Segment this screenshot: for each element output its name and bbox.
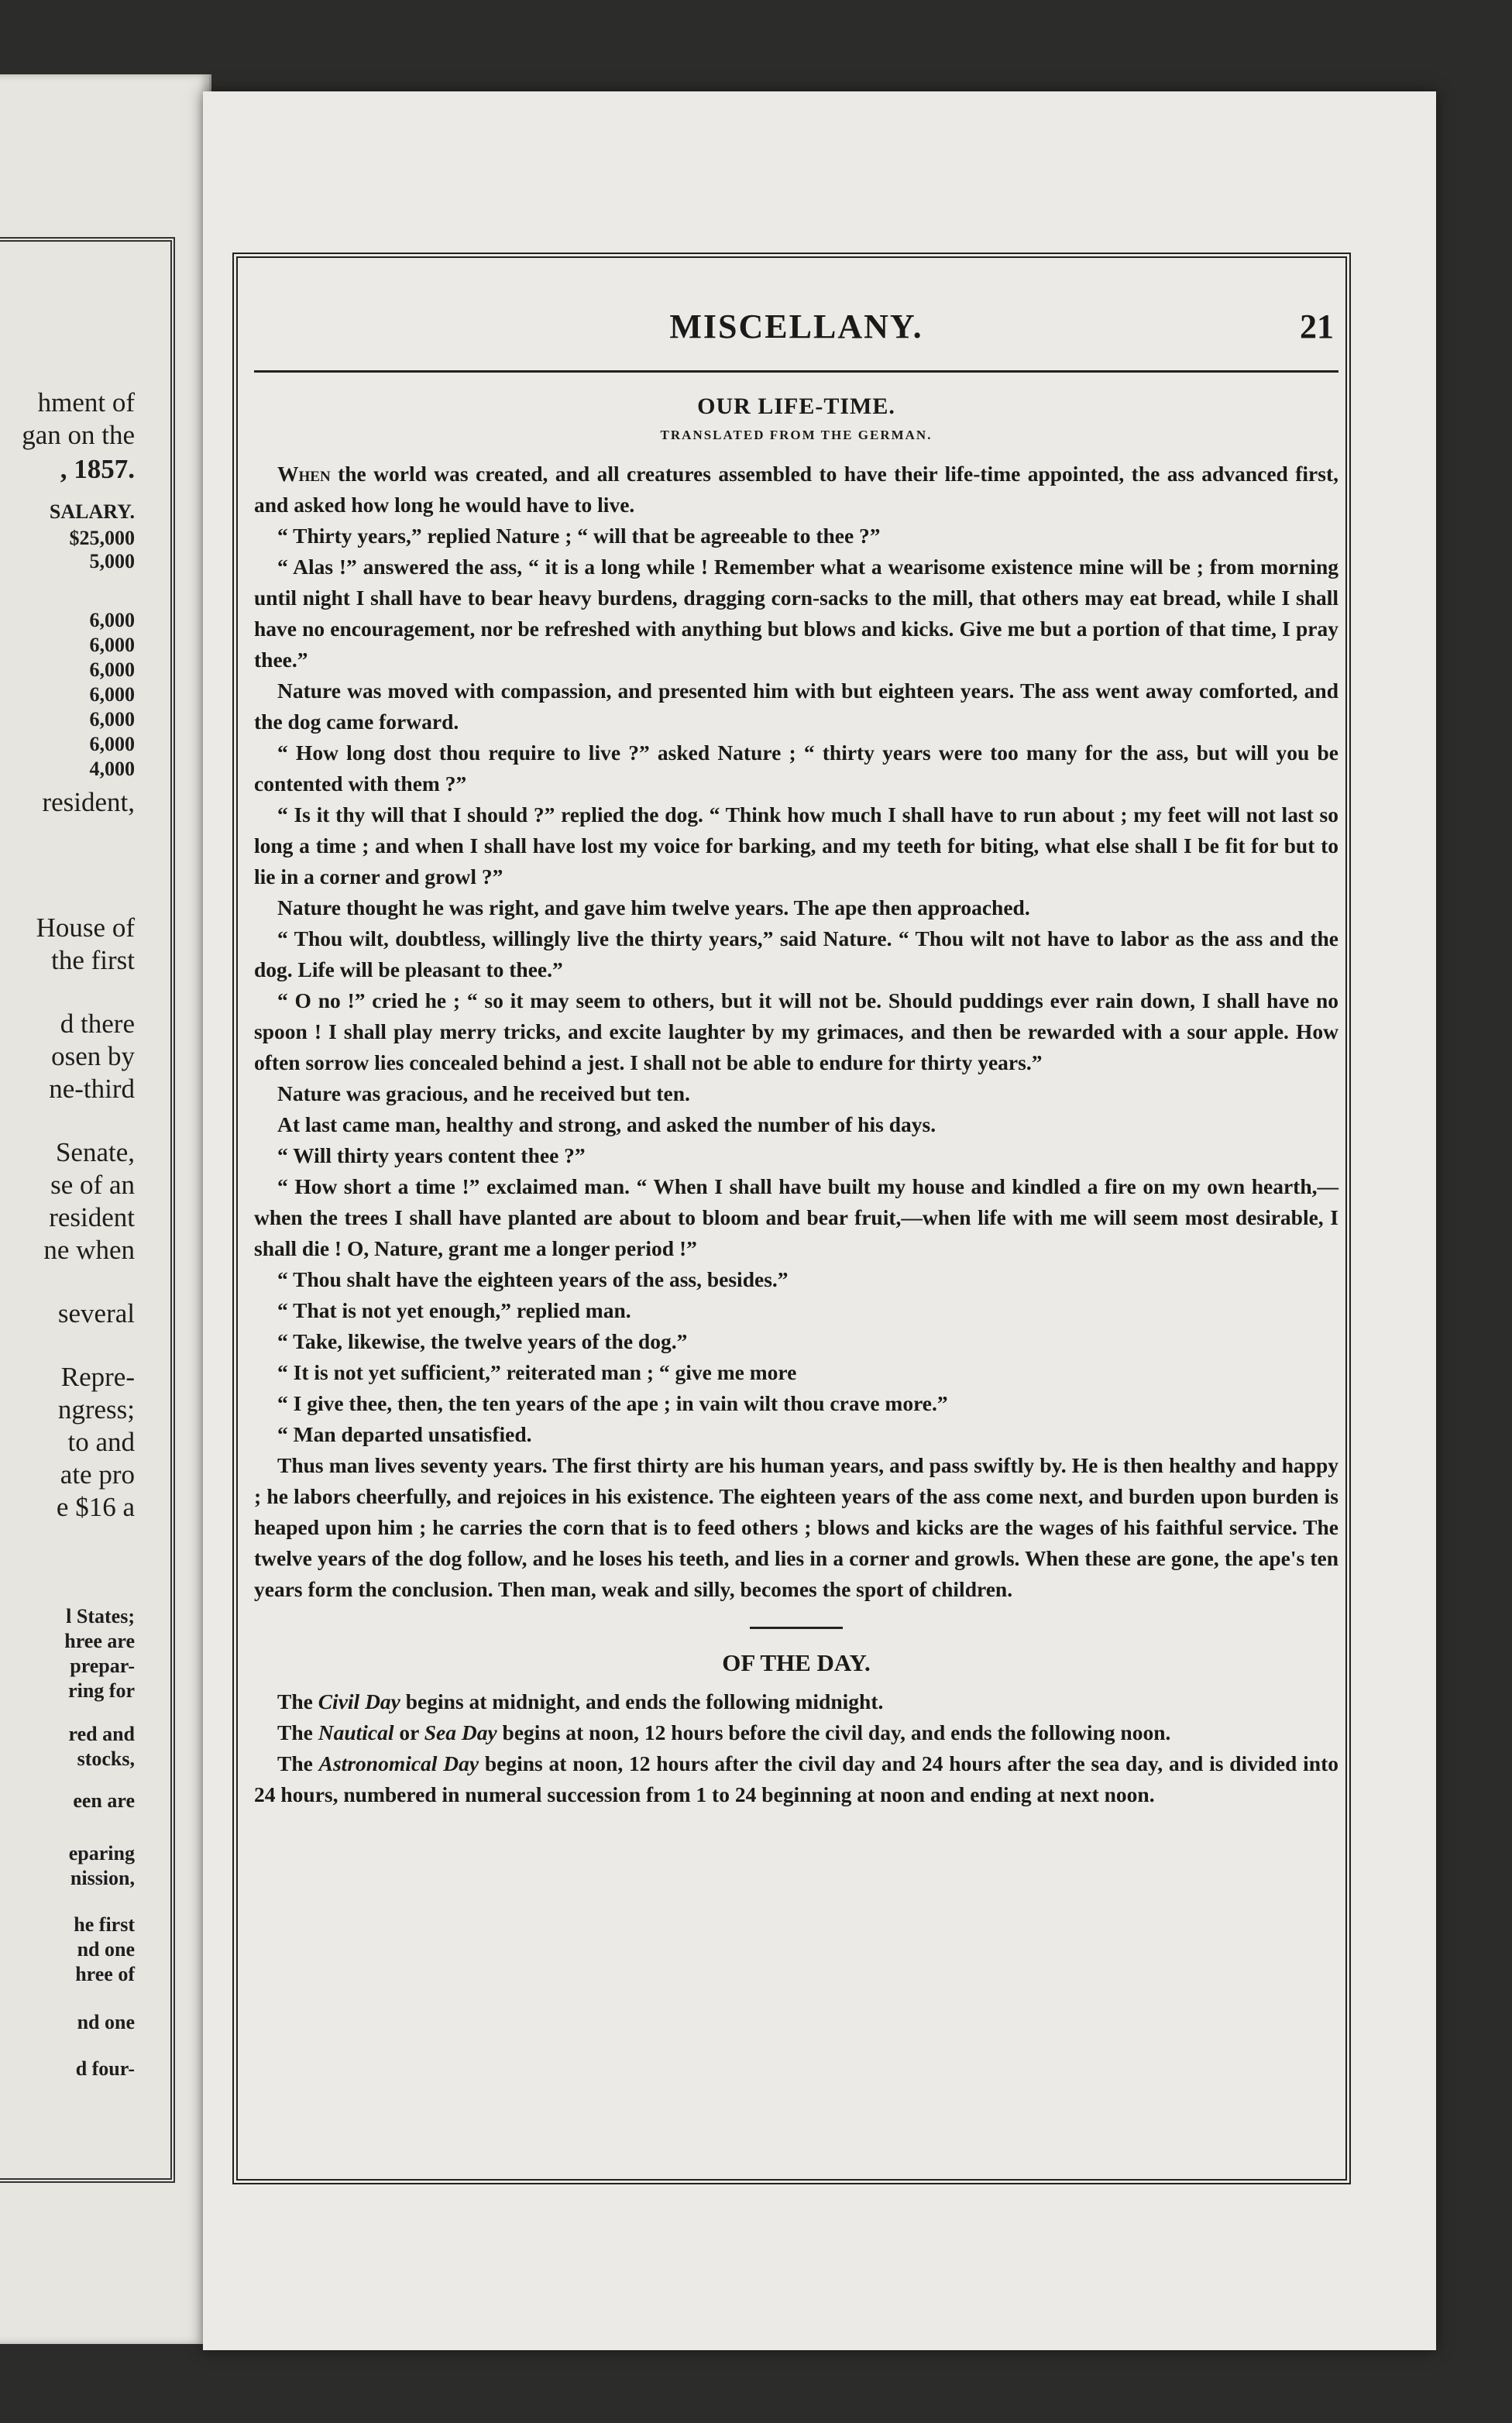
left-text-line: ne-third (49, 1074, 135, 1104)
left-text-line: Senate, (55, 1137, 135, 1167)
page-text (254, 394, 1338, 1810)
left-text-line: eparing (68, 1842, 135, 1865)
left-text-line: stocks, (77, 1748, 135, 1770)
paragraph (254, 459, 1338, 521)
text-fragment: or (393, 1720, 424, 1744)
left-text-line: resident (49, 1202, 135, 1232)
left-salary-value: 5,000 (89, 550, 135, 572)
left-text-line: l States; (66, 1605, 135, 1627)
paragraph-nautical-day (254, 1717, 1338, 1748)
left-text-line: House of (36, 912, 135, 943)
paragraph-civil-day (254, 1686, 1338, 1717)
left-salary-value: 6,000 (89, 634, 135, 656)
text-fragment: The (277, 1720, 318, 1744)
left-salary-value: 6,000 (89, 683, 135, 706)
text-fragment: begins at noon, 12 hours after the civil day and 24 hours after the sea day, and is divided into 24 hours, numbered in numeral succession from 1 to 24 beginning at noon and ending at next noon. (254, 1751, 1338, 1806)
running-header (254, 301, 1338, 373)
left-text-line: hree are (64, 1630, 135, 1652)
left-text-line: he first (74, 1913, 135, 1936)
paragraph: “ Alas !” answered the ass, “ it is a long while ! Remember what a wearisome existence mine will be ; from morning until night I shall have to bear heavy burdens, dragging corn-sacks to the mill, that others may eat bread, while I shall have no encouragement, nor be refreshed with anything but blows and kicks. Give me but a portion of that time, I pray thee.” (254, 555, 1338, 672)
paragraph: “ Thirty years,” replied Nature ; “ will that be agreeable to thee ?” (277, 524, 881, 548)
paragraph: “ Man departed unsatisfied. (277, 1422, 532, 1446)
term: Nautical (318, 1720, 394, 1744)
paragraph: “ That is not yet enough,” replied man. (277, 1298, 631, 1322)
article-subtitle: TRANSLATED FROM THE GERMAN. (660, 428, 933, 442)
left-text-line: Repre- (60, 1362, 135, 1392)
left-salary-value: $25,000 (69, 527, 135, 549)
left-salary-value: 6,000 (89, 708, 135, 730)
left-salary-value: 6,000 (89, 658, 135, 681)
text-fragment: begins at noon, 12 hours before the civil day, and ends the following noon. (497, 1720, 1171, 1744)
left-text-line: nission, (70, 1867, 135, 1889)
paragraph-astronomical-day (254, 1748, 1338, 1810)
left-text-line: several (57, 1298, 135, 1328)
left-salary-header: SALARY. (49, 500, 135, 523)
left-text-line: prepar- (70, 1655, 135, 1677)
term: Astronomical Day (318, 1751, 479, 1775)
term: Civil Day (318, 1689, 400, 1713)
left-text-line: ring for (68, 1679, 135, 1702)
left-text-line: to and (67, 1427, 135, 1457)
page-content-layer (203, 91, 1436, 2350)
text-fragment: begins at midnight, and ends the following midnight. (400, 1689, 884, 1713)
section-divider (750, 1627, 843, 1629)
page-number: 21 (1300, 308, 1334, 345)
left-text-line: ne when (43, 1235, 135, 1265)
paragraph: “ Will thirty years content thee ?” (277, 1143, 586, 1167)
running-head-title: MISCELLANY. (669, 308, 923, 345)
left-text-line: hree of (75, 1963, 135, 1985)
left-text-line: een are (73, 1789, 135, 1812)
paragraph: Nature was gracious, and he received but ten. (277, 1081, 690, 1105)
left-salary-value: 4,000 (89, 758, 135, 780)
paragraph: “ It is not yet sufficient,” reiterated man ; “ give me more (277, 1360, 797, 1384)
paragraph: “ How long dost thou require to live ?” asked Nature ; “ thirty years were too many for the ass, but will you be contented with them ?” (254, 741, 1338, 796)
left-text-line: the first (51, 945, 135, 975)
paragraph: At last came man, healthy and strong, and asked the number of his days. (277, 1112, 936, 1136)
paragraph-text: the world was created, and all creatures assembled to have their life-time appointed, the ass advanced first, and asked how long he would have to live. (254, 462, 1338, 517)
left-text-line: , 1857. (60, 454, 135, 484)
left-text-line: ngress; (57, 1394, 135, 1425)
article-title: OUR LIFE-TIME. (697, 394, 895, 419)
paragraph: “ Is it thy will that I should ?” replied the dog. “ Think how much I shall have to run about ; my feet will not last so long a time ; and when I shall have lost my voice for barking, and my teeth for biting, what else shall I be fit for but to lie in a corner and growl ?” (254, 803, 1338, 888)
left-salary-value: 6,000 (89, 609, 135, 631)
paragraph: “ Thou shalt have the eighteen years of the ass, besides.” (277, 1267, 789, 1291)
left-text-line: hment of (37, 387, 135, 418)
paragraph: “ Thou wilt, doubtless, willingly live the thirty years,” said Nature. “ Thou wilt not have to labor as the ass and the dog. Life will be pleasant to thee.” (254, 926, 1338, 981)
left-salary-value: 6,000 (89, 733, 135, 755)
first-word: When (277, 462, 331, 486)
paragraph: “ Take, likewise, the twelve years of the dog.” (277, 1329, 688, 1353)
left-text-line: d there (60, 1009, 135, 1039)
left-text-line: ate pro (60, 1459, 135, 1490)
left-text-line: nd one (77, 2011, 135, 2033)
left-text-line: gan on the (22, 420, 135, 450)
paragraph: Thus man lives seventy years. The first thirty are his human years, and pass swiftly by. He is then healthy and happy ; he labors cheerfully, and rejoices in his existence. The eighteen years of the ass come next, and burden upon burden is heaped upon him ; he carries the corn that is to feed others ; blows and kicks are the wages of his faithful service. The twelve years of the dog follow, and he loses his teeth, and lies in a corner and growls. When these are gone, the ape's ten years form the conclusion. Then man, weak and silly, becomes the sport of children. (254, 1453, 1338, 1601)
left-text-line: red and (68, 1723, 135, 1745)
left-text-line: osen by (51, 1041, 135, 1071)
left-text-line: nd one (77, 1938, 135, 1961)
left-text-line: se of an (50, 1170, 135, 1200)
paragraph: Nature thought he was right, and gave him twelve years. The ape then approached. (277, 895, 1030, 919)
term: Sea Day (424, 1720, 497, 1744)
text-fragment: The (277, 1751, 319, 1775)
left-text-line: resident, (42, 787, 135, 817)
paragraph: “ I give thee, then, the ten years of the ape ; in vain wilt thou crave more.” (277, 1391, 948, 1415)
left-text-line: e $16 a (56, 1492, 135, 1522)
paragraph: “ How short a time !” exclaimed man. “ When I shall have built my house and kindled a fire on my own hearth,—when the trees I shall have planted are about to bloom and bear fruit,—when life with me will seem most desirable, I shall die ! O, Nature, grant me a longer period !” (254, 1174, 1338, 1260)
paragraph: Nature was moved with compassion, and presented him with but eighteen years. The ass went away comforted, and the dog came forward. (254, 679, 1338, 734)
left-page-fragment (0, 74, 211, 2344)
left-text-line: d four- (75, 2057, 135, 2080)
paragraph: “ O no !” cried he ; “ so it may seem to others, but it will not be. Should puddings ever rain down, I shall have no spoon ! I shall play merry tricks, and excite laughter by my grimaces, and then be rewarded with a sour apple. How often sorrow lies concealed behind a jest. I shall not be able to endure for thirty years.” (254, 988, 1338, 1074)
article-title: OF THE DAY. (722, 1649, 871, 1676)
text-fragment: The (277, 1689, 318, 1713)
